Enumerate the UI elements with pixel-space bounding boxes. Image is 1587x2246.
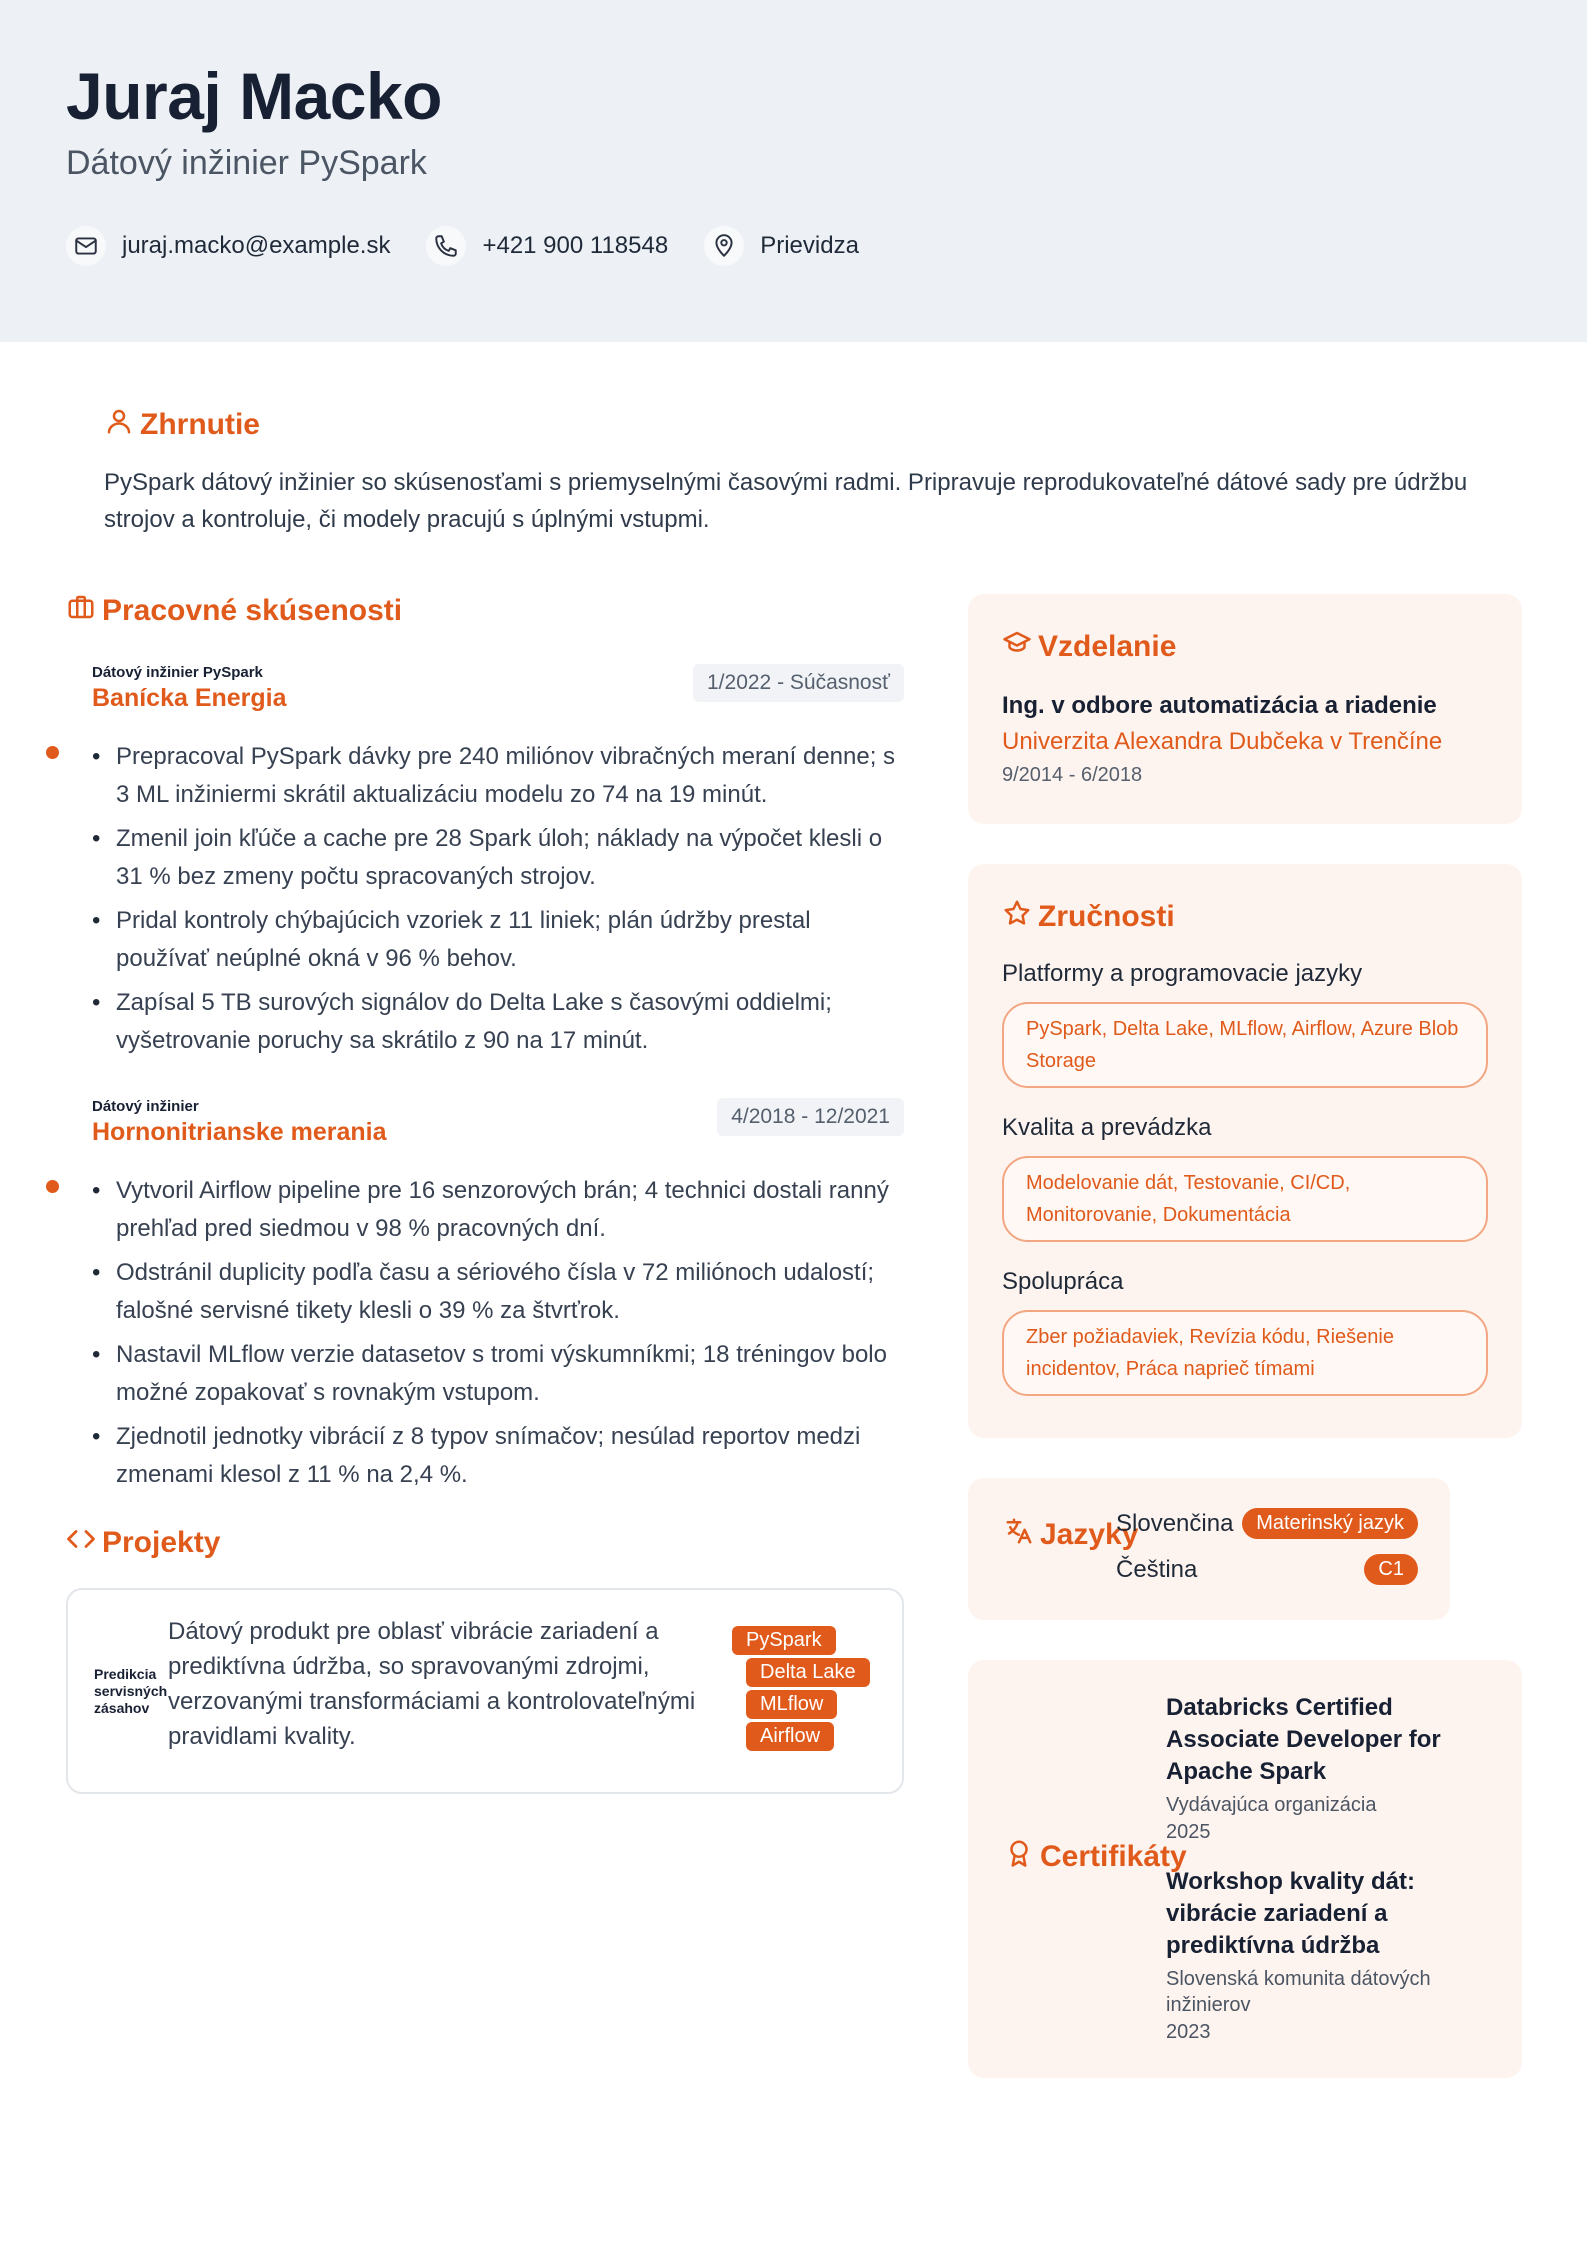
skill-group-items: Zber požiadaviek, Revízia kódu, Riešenie incidentov, Práca naprieč tímami	[1002, 1310, 1488, 1396]
language-row	[1116, 1508, 1418, 1539]
job-dates: 1/2022 - Súčasnosť	[693, 664, 904, 702]
code-icon	[66, 1524, 96, 1562]
project-card	[66, 1588, 904, 1794]
contact-location-text: Prievidza	[760, 232, 859, 259]
contact-phone-text: +421 900 118548	[482, 232, 669, 259]
certifications-card	[968, 1660, 1522, 2078]
education-card	[968, 594, 1522, 824]
project-tags	[732, 1626, 882, 1754]
certification-title: Databricks Certified Associate Developer for Apache Spark	[1166, 1694, 1441, 1785]
job-bullets	[92, 738, 904, 1060]
phone-icon	[426, 226, 466, 266]
education-school: Univerzita Alexandra Dubčeka v Trenčíne	[1002, 728, 1443, 755]
summary-heading	[104, 406, 1524, 444]
skill-group-items: Modelovanie dát, Testovanie, CI/CD, Monitorovanie, Dokumentácia	[1002, 1156, 1488, 1242]
project-description: Dátový produkt pre oblasť vibrácie zariadení a prediktívna údržba, so spravovanými zdrojmi, verzovanými transformáciami a kontrolovateľnými pravidlami kvality.	[168, 1618, 696, 1750]
education-dates: 9/2014 - 6/2018	[1002, 764, 1143, 786]
projects-title: Projekty	[102, 1526, 221, 1559]
job-role: Dátový inžinier	[92, 1098, 199, 1115]
certification-title: Workshop kvality dát: vibrácie zariadení a prediktívna údržba	[1166, 1868, 1415, 1959]
job-dates: 4/2018 - 12/2021	[717, 1098, 904, 1136]
timeline-dot	[46, 1180, 59, 1193]
user-icon	[104, 406, 134, 444]
language-row	[1116, 1554, 1418, 1585]
project-tag: Airflow	[746, 1722, 834, 1751]
graduation-cap-icon	[1002, 628, 1032, 666]
project-tag: Delta Lake	[746, 1658, 870, 1687]
job-company: Hornonitrianske merania	[92, 1118, 387, 1146]
job-bullet: • Nastavil MLflow verzie datasetov s tromi výskumníkmi; 18 tréningov bolo možné zopakovať s rovnakým vstupom.	[92, 1336, 904, 1412]
job-bullet: • Prepracoval PySpark dávky pre 240 miliónov vibračných meraní denne; s 3 ML inžiniermi skrátil aktualizáciu modelu zo 74 na 19 minút.	[92, 738, 904, 814]
contact-phone[interactable]	[426, 226, 668, 266]
translate-icon	[1004, 1516, 1034, 1554]
certification-year: 2025	[1166, 1821, 1211, 1843]
job-bullet: • Vytvoril Airflow pipeline pre 16 senzorových brán; 4 technici dostali ranný prehľad pred siedmou v 98 % pracovných dní.	[92, 1172, 904, 1248]
resume-header	[0, 0, 1587, 342]
experience-heading	[66, 592, 904, 630]
summary-title: Zhrnutie	[140, 408, 260, 441]
project-tag: PySpark	[732, 1626, 836, 1655]
skills-title: Zručnosti	[1038, 900, 1175, 933]
contact-list	[66, 226, 859, 266]
mail-icon	[66, 226, 106, 266]
projects-section	[66, 1524, 904, 1794]
skill-group	[1002, 1268, 1488, 1396]
job-bullet: • Zmenil join kľúče a cache pre 28 Spark úloh; náklady na výpočet klesli o 31 % bez zmeny počtu spracovaných strojov.	[92, 820, 904, 896]
job-entry	[66, 1098, 904, 1494]
skill-group	[1002, 1114, 1488, 1242]
languages-title: Jazyky	[1040, 1518, 1139, 1551]
contact-email[interactable]	[66, 226, 390, 266]
project-tag: MLflow	[746, 1690, 837, 1719]
language-level-badge: C1	[1364, 1554, 1418, 1585]
job-bullet: • Zjednotil jednotky vibrácií z 8 typov snímačov; nesúlad reportov medzi zmenami klesol z 11 % na 2,4 %.	[92, 1418, 904, 1494]
languages-card	[968, 1478, 1450, 1620]
job-bullet: • Zapísal 5 TB surových signálov do Delta Lake s časovými oddielmi; vyšetrovanie poruchy sa skrátilo z 90 na 17 minút.	[92, 984, 904, 1060]
summary-section	[104, 406, 1524, 538]
experience-title: Pracovné skúsenosti	[102, 594, 403, 627]
language-name: Slovenčina	[1116, 1509, 1234, 1537]
briefcase-icon	[66, 592, 96, 630]
job-role: Dátový inžinier PySpark	[92, 664, 263, 681]
project-name: Predikcia servisných zásahov	[94, 1666, 168, 1716]
experience-section	[66, 592, 904, 1500]
job-bullet: • Pridal kontroly chýbajúcich vzoriek z 11 liniek; plán údržby prestal používať neúplné okná v 96 % behov.	[92, 902, 904, 978]
certification-year: 2023	[1166, 2021, 1211, 2043]
skill-group-label: Kvalita a prevádzka	[1002, 1114, 1212, 1141]
job-company: Banícka Energia	[92, 684, 287, 712]
contact-email-text: juraj.macko@example.sk	[122, 232, 391, 259]
skill-group-items: PySpark, Delta Lake, MLflow, Airflow, Azure Blob Storage	[1002, 1002, 1488, 1088]
certification-org: Slovenská komunita dátových inžinierov	[1166, 1968, 1431, 2016]
skill-group-label: Spolupráca	[1002, 1268, 1124, 1295]
job-bullets	[92, 1172, 904, 1494]
award-icon	[1004, 1838, 1034, 1876]
certification-item	[1166, 1866, 1486, 2046]
candidate-role: Dátový inžinier PySpark	[66, 144, 427, 182]
job-entry	[66, 664, 904, 1060]
location-icon	[704, 226, 744, 266]
certification-item	[1166, 1692, 1486, 1846]
star-icon	[1002, 898, 1032, 936]
education-heading	[1002, 628, 1488, 666]
language-name: Čeština	[1116, 1555, 1198, 1583]
skills-card	[968, 864, 1522, 1438]
candidate-name: Juraj Macko	[66, 59, 442, 133]
timeline-dot	[46, 746, 59, 759]
language-level-badge: Materinský jazyk	[1242, 1508, 1418, 1539]
job-bullet: • Odstránil duplicity podľa času a sériového čísla v 72 miliónoch udalostí; falošné servisné tikety klesli o 39 % za štvrťrok.	[92, 1254, 904, 1330]
certification-org: Vydávajúca organizácia	[1166, 1794, 1377, 1816]
certifications-heading	[1004, 1838, 1187, 1876]
skills-heading	[1002, 898, 1488, 936]
education-title: Vzdelanie	[1038, 630, 1177, 663]
projects-heading	[66, 1524, 904, 1562]
education-degree: Ing. v odbore automatizácia a riadenie	[1002, 692, 1437, 719]
contact-location	[704, 226, 859, 266]
certifications-title: Certifikáty	[1040, 1840, 1187, 1873]
summary-text: PySpark dátový inžinier so skúsenosťami s priemyselnými časovými radmi. Pripravuje reprodukovateľné dátové sady pre údržbu strojov a kontroluje, či modely pracujú s úplnými vstupmi.	[104, 469, 1468, 533]
skill-group-label: Platformy a programovacie jazyky	[1002, 960, 1363, 987]
skill-group	[1002, 960, 1488, 1088]
